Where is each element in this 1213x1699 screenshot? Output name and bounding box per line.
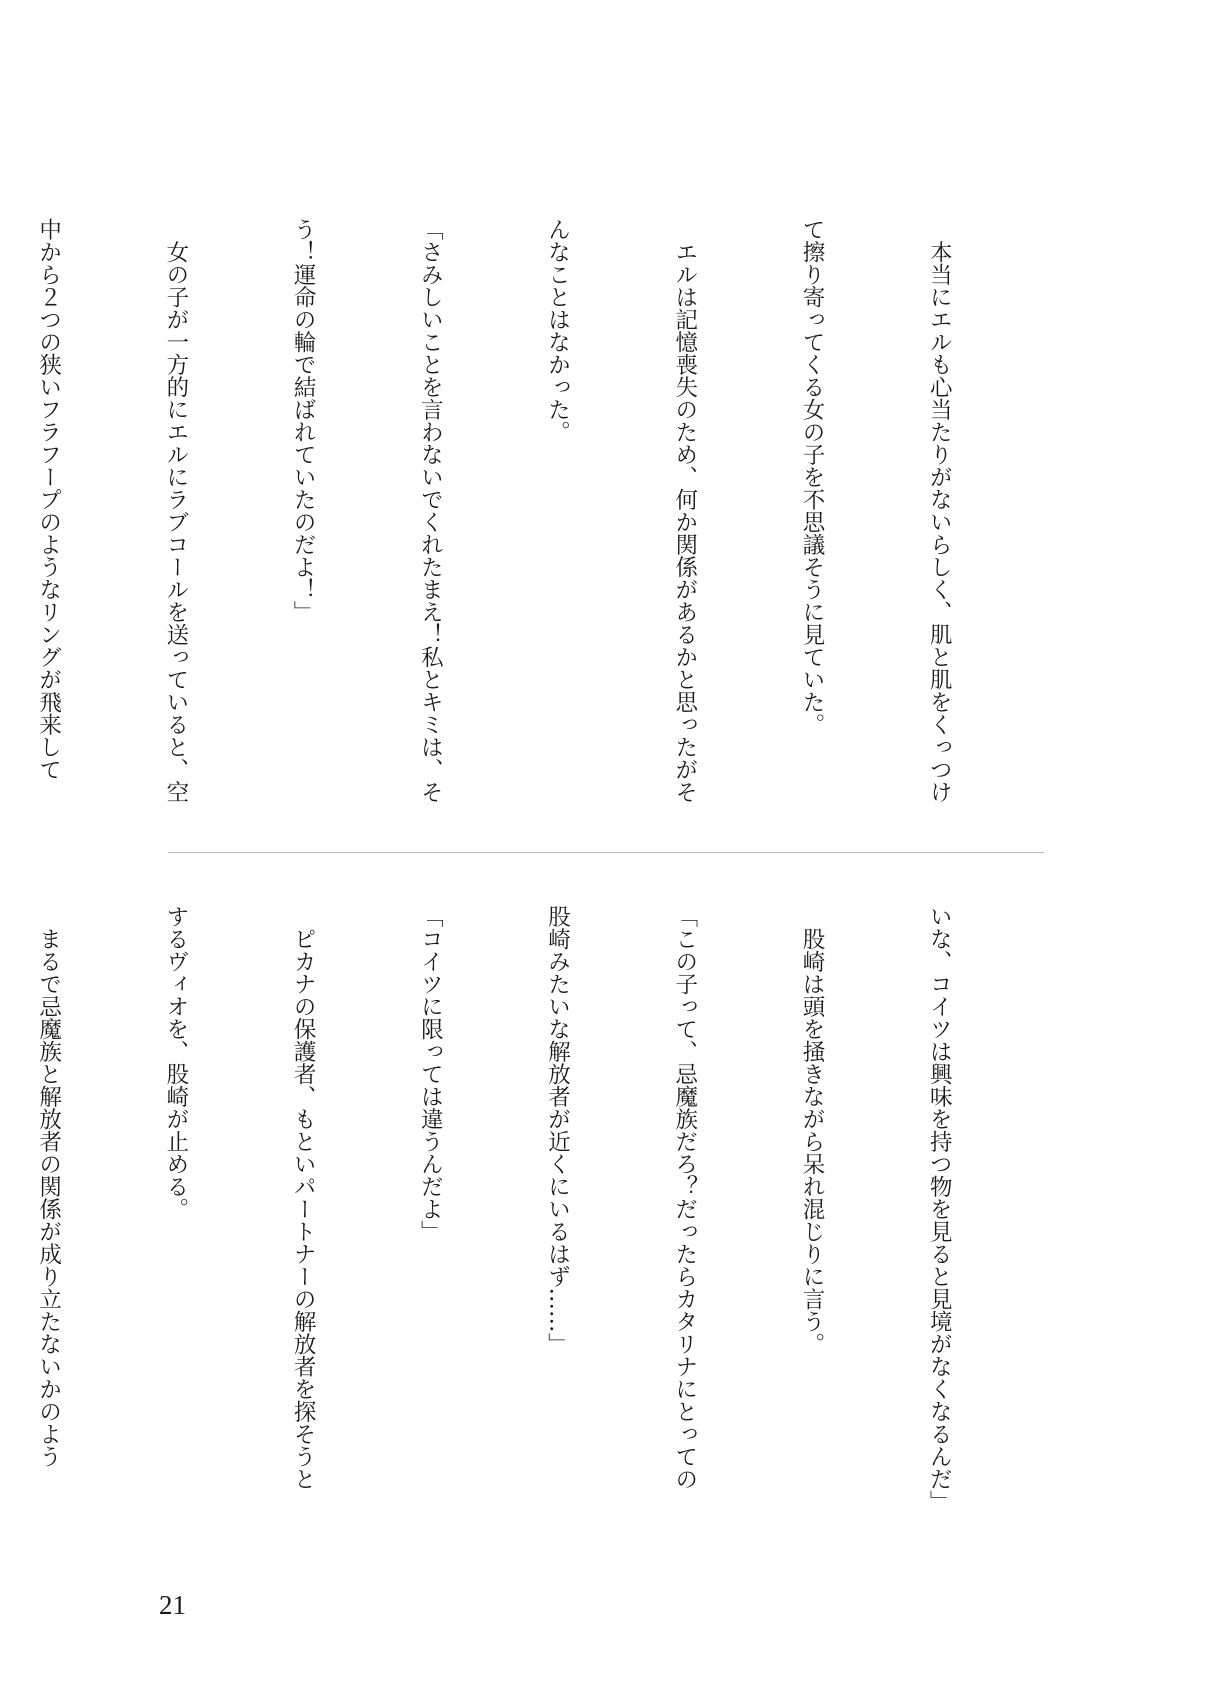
text-line: エルは記憶喪失のため、何か関係があるかと思ったがそ: [671, 218, 698, 803]
top-text-block: [35, 218, 1045, 818]
text-line: するヴィオを、股崎が止める。: [162, 905, 189, 1220]
text-line: 女の子が一方的にエルにラブコールを送っていると、空: [162, 218, 189, 803]
text-line: う！運命の輪で結ばれていたのだよ！」: [290, 218, 317, 623]
text-line: 「さみしいことを言わないでくれたまえ！私とキミは、そ: [417, 218, 444, 803]
text-line: 「この子って、忌魔族だろ？だったらカタリナにとっての: [671, 905, 698, 1490]
section-divider: [168, 852, 1044, 853]
text-line: 股崎みたいな解放者が近くにいるはず……」: [544, 905, 571, 1355]
text-line: 中から２つの狭いフラフープのようなリングが飛来して: [35, 218, 62, 781]
text-line: 「コイツに限っては違うんだよ」: [417, 905, 444, 1243]
text-line: まるで忌魔族と解放者の関係が成り立たないかのよう: [35, 905, 62, 1468]
bottom-text-block: [35, 905, 1045, 1513]
text-line: て擦り寄ってくる女の子を不思議そうに見ていた。: [798, 218, 825, 736]
text-line: いな、コイツは興味を持つ物を見ると見境がなくなるんだ」: [926, 905, 953, 1513]
text-line: んなことはなかった。: [544, 218, 571, 443]
page-number: 21: [159, 1590, 186, 1620]
text-line: 股崎は頭を掻きながら呆れ混じりに言う。: [798, 905, 825, 1355]
text-line: ピカナの保護者、もといパートナーの解放者を探そうと: [290, 905, 317, 1490]
text-line: 本当にエルも心当たりがないらしく、肌と肌をくっつけ: [926, 218, 953, 803]
